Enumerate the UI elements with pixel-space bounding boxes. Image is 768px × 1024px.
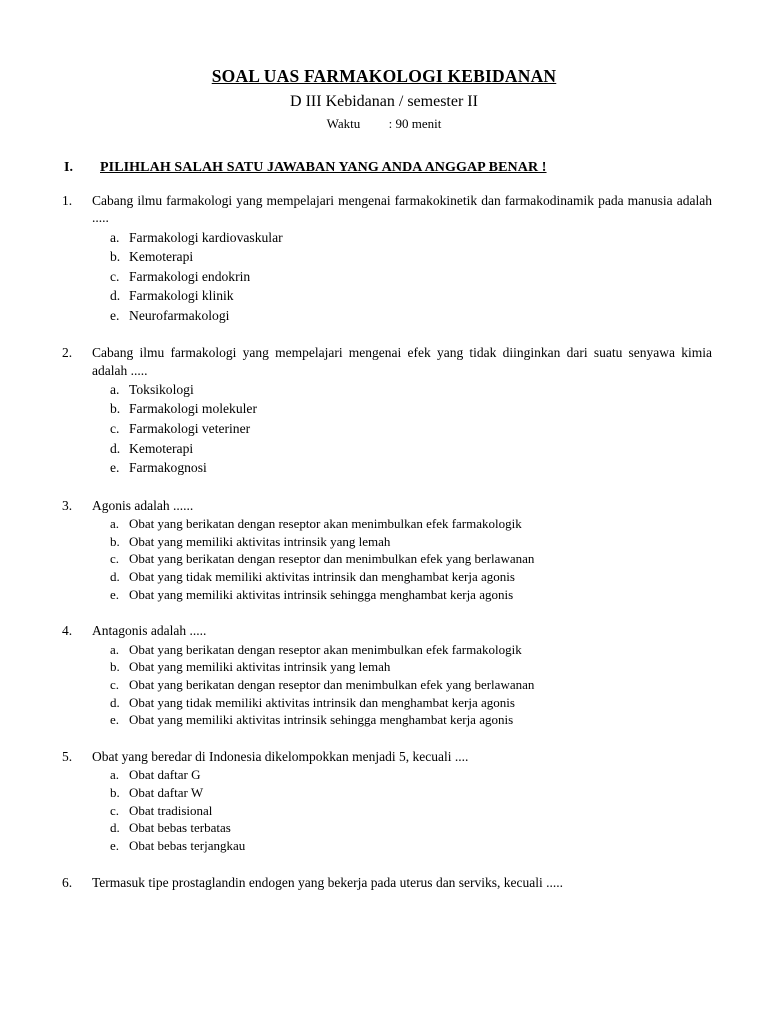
question-body: [92, 344, 712, 477]
option-letter: b.: [110, 249, 121, 265]
option-text: Farmakognosi: [129, 460, 207, 476]
question-item: [56, 622, 712, 729]
answer-option-list: [92, 228, 712, 326]
question-body: [92, 874, 712, 891]
option-letter: e.: [110, 307, 120, 323]
question-body: [92, 622, 712, 729]
answer-option[interactable]: [110, 515, 712, 533]
option-letter: a.: [110, 381, 120, 397]
option-text: Obat yang memiliki aktivitas intrinsik yang lemah: [129, 659, 391, 675]
question-body: [92, 748, 712, 855]
duration-value: : 90 menit: [388, 116, 442, 132]
answer-option-list: [92, 515, 712, 603]
option-letter: d.: [110, 568, 120, 584]
question-number: 6.: [62, 874, 73, 890]
answer-option-list: [92, 766, 712, 854]
option-text: Obat daftar G: [129, 767, 201, 783]
option-text: Obat bebas terbatas: [129, 820, 231, 836]
answer-option[interactable]: [110, 676, 712, 694]
answer-option[interactable]: [110, 784, 712, 802]
question-stem: Agonis adalah ......: [92, 497, 194, 513]
question-number: 1.: [62, 193, 73, 209]
option-text: Toksikologi: [129, 381, 194, 397]
option-letter: d.: [110, 288, 121, 304]
option-text: Farmakologi endokrin: [129, 268, 251, 284]
answer-option[interactable]: [110, 286, 712, 306]
option-letter: b.: [110, 784, 120, 800]
document-title: SOAL UAS FARMAKOLOGI KEBIDANAN: [211, 66, 557, 86]
option-letter: c.: [110, 676, 120, 692]
option-letter: a.: [110, 767, 120, 783]
answer-option[interactable]: [110, 819, 712, 837]
option-text: Obat yang berikatan dengan reseptor akan menimbulkan efek farmakologik: [129, 641, 522, 657]
answer-option-list: [92, 641, 712, 729]
option-letter: e.: [110, 586, 120, 602]
document-header: [56, 66, 712, 133]
answer-option[interactable]: [110, 641, 712, 659]
answer-option[interactable]: [110, 802, 712, 820]
option-letter: c.: [110, 421, 120, 437]
option-text: Obat yang tidak memiliki aktivitas intrinsik dan menghambat kerja agonis: [129, 568, 515, 584]
option-text: Obat tradisional: [129, 802, 213, 818]
answer-option[interactable]: [110, 533, 712, 551]
answer-option[interactable]: [110, 267, 712, 287]
question-stem: Cabang ilmu farmakologi yang mempelajari mengenai farmakokinetik dan farmakodinamik pada manusia adalah .....: [92, 193, 712, 226]
option-text: Obat yang berikatan dengan reseptor dan menimbulkan efek yang berlawanan: [129, 676, 535, 692]
section-instruction: PILIHLAH SALAH SATU JAWABAN YANG ANDA ANGGAP BENAR !: [100, 160, 547, 176]
question-item: [56, 748, 712, 855]
answer-option[interactable]: [110, 228, 712, 248]
option-text: Obat yang memiliki aktivitas intrinsik yang lemah: [129, 533, 391, 549]
option-letter: a.: [110, 229, 120, 245]
answer-option[interactable]: [110, 380, 712, 400]
question-stem: Obat yang beredar di Indonesia dikelompokkan menjadi 5, kecuali ....: [92, 748, 469, 764]
question-item: [56, 874, 712, 891]
option-letter: a.: [110, 515, 120, 531]
answer-option[interactable]: [110, 694, 712, 712]
answer-option[interactable]: [110, 586, 712, 604]
question-number: 2.: [62, 345, 73, 361]
option-letter: c.: [110, 802, 120, 818]
option-text: Obat yang memiliki aktivitas intrinsik sehingga menghambat kerja agonis: [129, 712, 514, 728]
section-numeral: I.: [64, 160, 73, 176]
question-item: [56, 497, 712, 604]
option-text: Obat yang berikatan dengan reseptor akan menimbulkan efek farmakologik: [129, 515, 522, 531]
option-text: Obat daftar W: [129, 784, 204, 800]
option-text: Obat yang berikatan dengan reseptor dan menimbulkan efek yang berlawanan: [129, 551, 535, 567]
option-letter: b.: [110, 401, 121, 417]
answer-option[interactable]: [110, 399, 712, 419]
option-letter: d.: [110, 820, 120, 836]
answer-option[interactable]: [110, 419, 712, 439]
answer-option[interactable]: [110, 458, 712, 478]
question-stem: Antagonis adalah .....: [92, 623, 207, 639]
answer-option[interactable]: [110, 837, 712, 855]
option-text: Kemoterapi: [129, 440, 194, 456]
option-letter: d.: [110, 440, 121, 456]
option-letter: d.: [110, 694, 120, 710]
question-list: [56, 192, 712, 891]
option-text: Farmakologi molekuler: [129, 401, 257, 417]
option-letter: e.: [110, 837, 120, 853]
answer-option[interactable]: [110, 439, 712, 459]
question-number: 5.: [62, 748, 73, 764]
option-text: Obat bebas terjangkau: [129, 837, 246, 853]
option-letter: a.: [110, 641, 120, 657]
question-number: 4.: [62, 623, 73, 639]
option-text: Obat yang tidak memiliki aktivitas intrinsik dan menghambat kerja agonis: [129, 694, 515, 710]
option-letter: e.: [110, 712, 120, 728]
option-letter: c.: [110, 268, 120, 284]
answer-option[interactable]: [110, 658, 712, 676]
option-letter: e.: [110, 460, 120, 476]
question-body: [92, 192, 712, 325]
duration-label: Waktu: [326, 116, 361, 132]
question-stem: Cabang ilmu farmakologi yang mempelajari mengenai efek yang tidak diinginkan dari suatu senyawa kimia adalah .....: [92, 345, 712, 378]
exam-duration-line: [56, 115, 712, 133]
answer-option[interactable]: [110, 550, 712, 568]
option-text: Obat yang memiliki aktivitas intrinsik sehingga menghambat kerja agonis: [129, 586, 514, 602]
section-heading: [56, 160, 712, 176]
question-item: [56, 344, 712, 477]
option-text: Farmakologi veteriner: [129, 421, 251, 437]
answer-option-list: [92, 380, 712, 478]
answer-option[interactable]: [110, 568, 712, 586]
document-subtitle: D III Kebidanan / semester II: [290, 92, 478, 110]
option-text: Farmakologi klinik: [129, 288, 234, 304]
option-letter: c.: [110, 551, 120, 567]
option-text: Neurofarmakologi: [129, 307, 230, 323]
question-stem: Termasuk tipe prostaglandin endogen yang bekerja pada uterus dan serviks, kecuali .....: [92, 874, 564, 890]
answer-option[interactable]: [110, 711, 712, 729]
answer-option[interactable]: [110, 306, 712, 326]
answer-option[interactable]: [110, 766, 712, 784]
option-letter: b.: [110, 533, 120, 549]
option-text: Farmakologi kardiovaskular: [129, 229, 283, 245]
question-item: [56, 192, 712, 325]
question-number: 3.: [62, 497, 73, 513]
option-text: Kemoterapi: [129, 249, 194, 265]
question-body: [92, 497, 712, 604]
answer-option[interactable]: [110, 247, 712, 267]
option-letter: b.: [110, 659, 120, 675]
